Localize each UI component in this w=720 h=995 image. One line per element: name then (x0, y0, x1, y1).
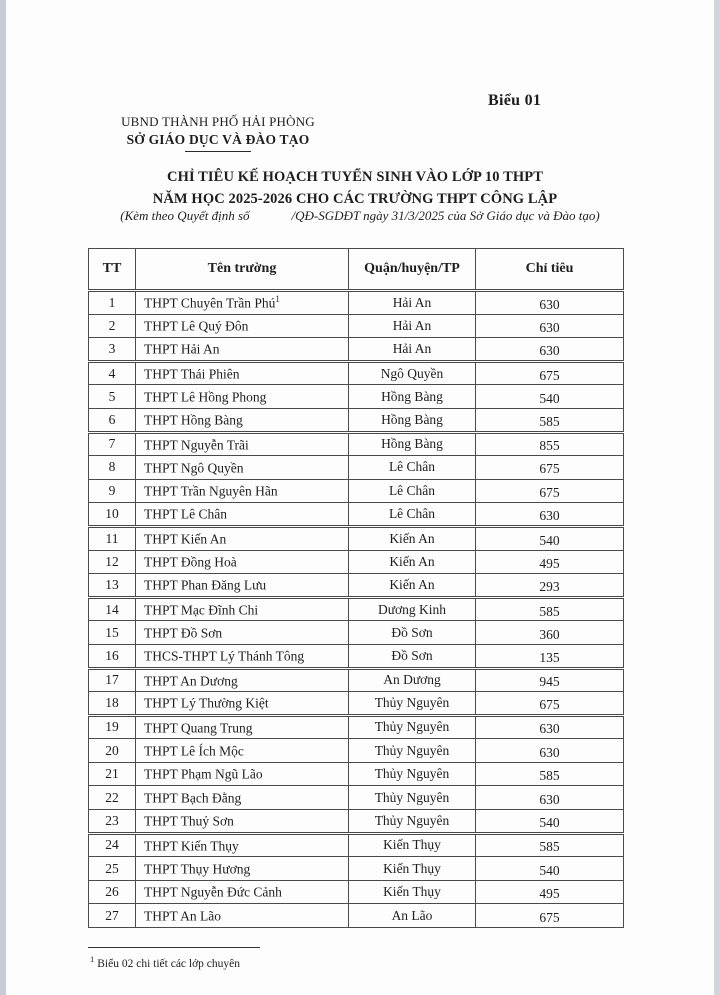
quota-cell: 360 (476, 621, 624, 645)
row-number-cell: 6 (89, 408, 136, 432)
quota-cell: 540 (476, 385, 624, 409)
quota-cell: 675 (476, 904, 624, 928)
row-number-cell: 20 (89, 739, 136, 763)
district-cell: Kiến An (349, 550, 476, 574)
school-name-cell: THPT Mạc Đĩnh Chi (136, 597, 349, 621)
quota-cell: 540 (476, 526, 624, 550)
row-number-cell: 4 (89, 361, 136, 385)
table-row (89, 503, 624, 527)
school-name-cell: THPT Phạm Ngũ Lão (136, 762, 349, 786)
table-row (89, 432, 624, 456)
district-cell: Hồng Bàng (349, 385, 476, 409)
table-row (89, 456, 624, 480)
school-name-cell: THPT Đồng Hoà (136, 550, 349, 574)
row-number-cell: 3 (89, 338, 136, 362)
school-name-cell: THPT Ngô Quyền (136, 456, 349, 480)
table-row (89, 314, 624, 338)
row-number-cell: 1 (89, 291, 136, 315)
header-cell-district: Quận/huyện/TP (349, 249, 476, 291)
footnote-text: Biểu 02 chi tiết các lớp chuyên (97, 957, 241, 970)
table-row (89, 692, 624, 716)
district-cell: Dương Kinh (349, 597, 476, 621)
row-number-cell: 27 (89, 904, 136, 928)
row-number-cell: 7 (89, 432, 136, 456)
school-name-cell: THPT Kiến An (136, 526, 349, 550)
table-row (89, 786, 624, 810)
district-cell: Thủy Nguyên (349, 810, 476, 834)
subtitle-suffix: /QĐ-SGDĐT ngày 31/3/2025 của Sở Giáo dục và Đào tạo) (291, 208, 600, 223)
district-cell: Lê Chân (349, 456, 476, 480)
district-cell: Kiến An (349, 574, 476, 598)
table-row (89, 574, 624, 598)
school-name-cell: THPT Lý Thường Kiệt (136, 692, 349, 716)
quota-cell: 630 (476, 291, 624, 315)
school-name-cell: THPT Quang Trung (136, 715, 349, 739)
quota-cell: 675 (476, 692, 624, 716)
document-subtitle (0, 208, 720, 224)
org-parent-name: UBND THÀNH PHỐ HẢI PHÒNG (121, 114, 315, 129)
school-name-cell: THPT An Lão (136, 904, 349, 928)
table-row (89, 550, 624, 574)
quota-table-body (89, 291, 624, 928)
school-name-cell: THPT Lê Chân (136, 503, 349, 527)
school-name-cell: THPT Phan Đăng Lưu (136, 574, 349, 598)
form-number-label: Biểu 01 (488, 92, 542, 109)
district-cell: An Lão (349, 904, 476, 928)
school-name-cell: THCS-THPT Lý Thánh Tông (136, 644, 349, 668)
document-title-line-1: CHỈ TIÊU KẾ HOẠCH TUYỂN SINH VÀO LỚP 10 THPT (167, 169, 543, 185)
school-name-cell: THPT An Dương (136, 668, 349, 692)
org-department-name: SỞ GIÁO DỤC VÀ ĐÀO TẠO (126, 131, 310, 147)
row-number-cell: 18 (89, 692, 136, 716)
document-title-block (88, 166, 622, 211)
table-row (89, 408, 624, 432)
school-name-cell: THPT Lê Ích Mộc (136, 739, 349, 763)
scan-edge-right (714, 0, 720, 995)
quota-cell: 585 (476, 762, 624, 786)
row-number-cell: 22 (89, 786, 136, 810)
district-cell: Kiến Thụy (349, 857, 476, 881)
table-row (89, 762, 624, 786)
row-number-cell: 19 (89, 715, 136, 739)
quota-cell: 585 (476, 833, 624, 857)
school-name-cell: THPT Thái Phiên (136, 361, 349, 385)
table-row (89, 621, 624, 645)
table-row (89, 833, 624, 857)
district-cell: Thủy Nguyên (349, 715, 476, 739)
table-row (89, 668, 624, 692)
footnote (90, 954, 240, 970)
row-number-cell: 16 (89, 644, 136, 668)
district-cell: Ngô Quyền (349, 361, 476, 385)
row-number-cell: 17 (89, 668, 136, 692)
quota-cell: 630 (476, 786, 624, 810)
row-number-cell: 14 (89, 597, 136, 621)
district-cell: Lê Chân (349, 503, 476, 527)
school-name-cell: THPT Hải An (136, 338, 349, 362)
document-title-line-2: NĂM HỌC 2025-2026 CHO CÁC TRƯỜNG THPT CÔNG LẬP (152, 191, 558, 208)
district-cell: Lê Chân (349, 479, 476, 503)
table-row (89, 385, 624, 409)
district-cell: Đồ Sơn (349, 621, 476, 645)
quota-cell: 855 (476, 432, 624, 456)
district-cell: Hồng Bàng (349, 408, 476, 432)
row-number-cell: 26 (89, 880, 136, 904)
table-row (89, 810, 624, 834)
quota-cell: 293 (476, 574, 624, 598)
header-cell-quota: Chỉ tiêu (476, 249, 624, 291)
footnote-rule (88, 947, 260, 948)
district-cell: Kiến Thụy (349, 833, 476, 857)
quota-cell: 585 (476, 597, 624, 621)
quota-cell: 675 (476, 456, 624, 480)
school-name-cell: THPT Lê Quý Đôn (136, 314, 349, 338)
district-cell: Hải An (349, 291, 476, 315)
district-cell: Đồ Sơn (349, 644, 476, 668)
row-number-cell: 13 (89, 574, 136, 598)
school-name-cell: THPT Lê Hồng Phong (136, 385, 349, 409)
district-cell: Kiến Thụy (349, 880, 476, 904)
table-row (89, 715, 624, 739)
district-cell: Kiến An (349, 526, 476, 550)
row-number-cell: 9 (89, 479, 136, 503)
row-number-cell: 24 (89, 833, 136, 857)
header-cell-school: Tên trường (136, 249, 349, 291)
school-name-cell: THPT Kiến Thụy (136, 833, 349, 857)
district-cell: Hải An (349, 338, 476, 362)
quota-table-header (89, 249, 624, 291)
table-row (89, 526, 624, 550)
quota-cell: 945 (476, 668, 624, 692)
table-row (89, 597, 624, 621)
table-row (89, 739, 624, 763)
quota-cell: 630 (476, 338, 624, 362)
row-number-cell: 2 (89, 314, 136, 338)
district-cell: Thủy Nguyên (349, 692, 476, 716)
quota-cell: 630 (476, 715, 624, 739)
row-number-cell: 10 (89, 503, 136, 527)
school-name-cell: THPT Trần Nguyên Hãn (136, 479, 349, 503)
quota-cell: 675 (476, 361, 624, 385)
table-row (89, 479, 624, 503)
org-underline-rule (185, 151, 251, 152)
district-cell: An Dương (349, 668, 476, 692)
quota-cell: 630 (476, 503, 624, 527)
quota-cell: 630 (476, 739, 624, 763)
quota-cell: 675 (476, 479, 624, 503)
row-number-cell: 25 (89, 857, 136, 881)
district-cell: Thủy Nguyên (349, 739, 476, 763)
table-row (89, 880, 624, 904)
district-cell: Thủy Nguyên (349, 762, 476, 786)
quota-cell: 585 (476, 408, 624, 432)
school-name-cell: THPT Thụy Hương (136, 857, 349, 881)
quota-table (88, 248, 624, 928)
table-row (89, 338, 624, 362)
table-row (89, 644, 624, 668)
school-name-cell: THPT Hồng Bàng (136, 408, 349, 432)
district-cell: Thủy Nguyên (349, 786, 476, 810)
quota-cell: 540 (476, 857, 624, 881)
header-cell-tt: TT (89, 249, 136, 291)
school-name-cell: THPT Đồ Sơn (136, 621, 349, 645)
table-row (89, 857, 624, 881)
table-row (89, 291, 624, 315)
quota-cell: 495 (476, 550, 624, 574)
row-number-cell: 21 (89, 762, 136, 786)
school-name-cell: THPT Chuyên Trần Phú$^1$ (136, 291, 349, 315)
quota-cell: 540 (476, 810, 624, 834)
row-number-cell: 11 (89, 526, 136, 550)
quota-cell: 135 (476, 644, 624, 668)
school-name-cell: THPT Bạch Đằng (136, 786, 349, 810)
subtitle-prefix: (Kèm theo Quyết định số (120, 208, 250, 223)
footnote-marker: 1 (90, 954, 95, 964)
row-number-cell: 15 (89, 621, 136, 645)
row-number-cell: 8 (89, 456, 136, 480)
row-number-cell: 5 (89, 385, 136, 409)
scan-edge-left (0, 0, 6, 995)
school-name-cell: THPT Thuỷ Sơn (136, 810, 349, 834)
quota-cell: 630 (476, 314, 624, 338)
table-row (89, 904, 624, 928)
row-number-cell: 23 (89, 810, 136, 834)
district-cell: Hải An (349, 314, 476, 338)
row-number-cell: 12 (89, 550, 136, 574)
school-name-cell: THPT Nguyễn Đức Cảnh (136, 880, 349, 904)
table-row (89, 361, 624, 385)
school-name-cell: THPT Nguyễn Trãi (136, 432, 349, 456)
org-header-block (73, 114, 363, 152)
district-cell: Hồng Bàng (349, 432, 476, 456)
quota-cell: 495 (476, 880, 624, 904)
